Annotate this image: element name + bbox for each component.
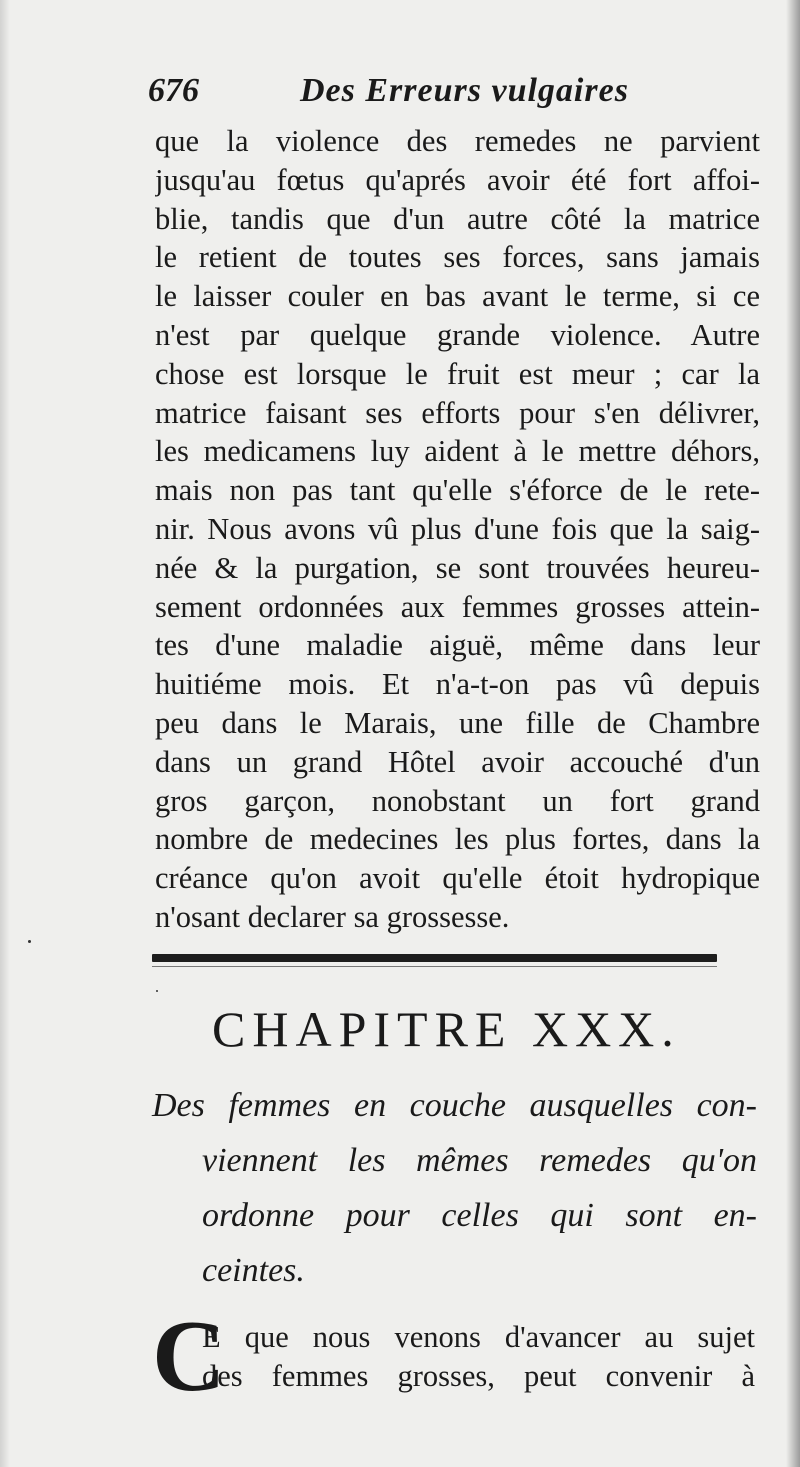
paper-speck xyxy=(28,940,31,943)
subtitle-line: viennent les mêmes remedes qu'on xyxy=(202,1142,757,1179)
text-line: nir. Nous avons vû plus d'une fois que la saig- xyxy=(155,511,760,546)
page-number: 676 xyxy=(148,72,199,109)
subtitle-line: Des femmes en couche ausquelles con- xyxy=(152,1087,757,1124)
text-line: peu dans le Marais, une fille de Chambre xyxy=(155,705,760,740)
chapter-heading: CHAPITRE XXX. xyxy=(212,1001,681,1057)
text-line: dans un grand Hôtel avoir accouché d'un xyxy=(155,744,760,779)
paper-speck xyxy=(156,990,158,992)
text-line: blie, tandis que d'un autre côté la matrice xyxy=(155,201,760,236)
text-line: jusqu'au fœtus qu'aprés avoir été fort affoi- xyxy=(155,162,760,197)
text-line: née & la purgation, se sont trouvées heureu- xyxy=(155,550,760,585)
text-line: huitiéme mois. Et n'a-t-on pas vû depuis xyxy=(155,667,760,702)
text-line: nombre de medecines les plus fortes, dans la xyxy=(155,822,760,857)
text-line: des femmes grosses, peut convenir à xyxy=(202,1358,755,1393)
chapter-divider-rule xyxy=(152,954,717,962)
chapter-divider-hairline xyxy=(152,966,717,967)
text-line: n'osant declarer sa grossesse. xyxy=(155,899,510,934)
text-line: tes d'une maladie aiguë, même dans leur xyxy=(155,628,760,663)
running-title: Des Erreurs vulgaires xyxy=(300,72,629,109)
text-line: chose est lorsque le fruit est meur ; car la xyxy=(155,356,760,391)
chapter-opening-paragraph xyxy=(202,1318,755,1396)
chapter-subtitle xyxy=(152,1078,757,1298)
text-line: sement ordonnées aux femmes grosses attein- xyxy=(155,589,760,624)
subtitle-line: ordonne pour celles qui sont en- xyxy=(202,1197,757,1234)
text-line: matrice faisant ses efforts pour s'en délivrer, xyxy=(155,395,760,430)
text-line: mais non pas tant qu'elle s'éforce de le rete- xyxy=(155,473,760,508)
text-line: créance qu'on avoit qu'elle étoit hydropique xyxy=(155,861,760,896)
text-line: le laisser couler en bas avant le terme, si ce xyxy=(155,279,760,314)
text-line: E que nous venons d'avancer au sujet xyxy=(202,1320,755,1354)
page-edge-shadow xyxy=(786,0,800,1467)
text-line: que la violence des remedes ne parvient xyxy=(155,124,760,158)
subtitle-line: ceintes. xyxy=(202,1252,305,1289)
text-line: les medicamens luy aident à le mettre déhors, xyxy=(155,434,760,469)
page-header xyxy=(148,72,748,122)
page-gutter-shadow xyxy=(0,0,10,1467)
text-line: gros garçon, nonobstant un fort grand xyxy=(155,783,760,818)
body-paragraph xyxy=(155,122,760,937)
drop-capital: C xyxy=(152,1300,226,1413)
text-line: n'est par quelque grande violence. Autre xyxy=(155,317,760,352)
text-line: le retient de toutes ses forces, sans jamais xyxy=(155,240,760,275)
